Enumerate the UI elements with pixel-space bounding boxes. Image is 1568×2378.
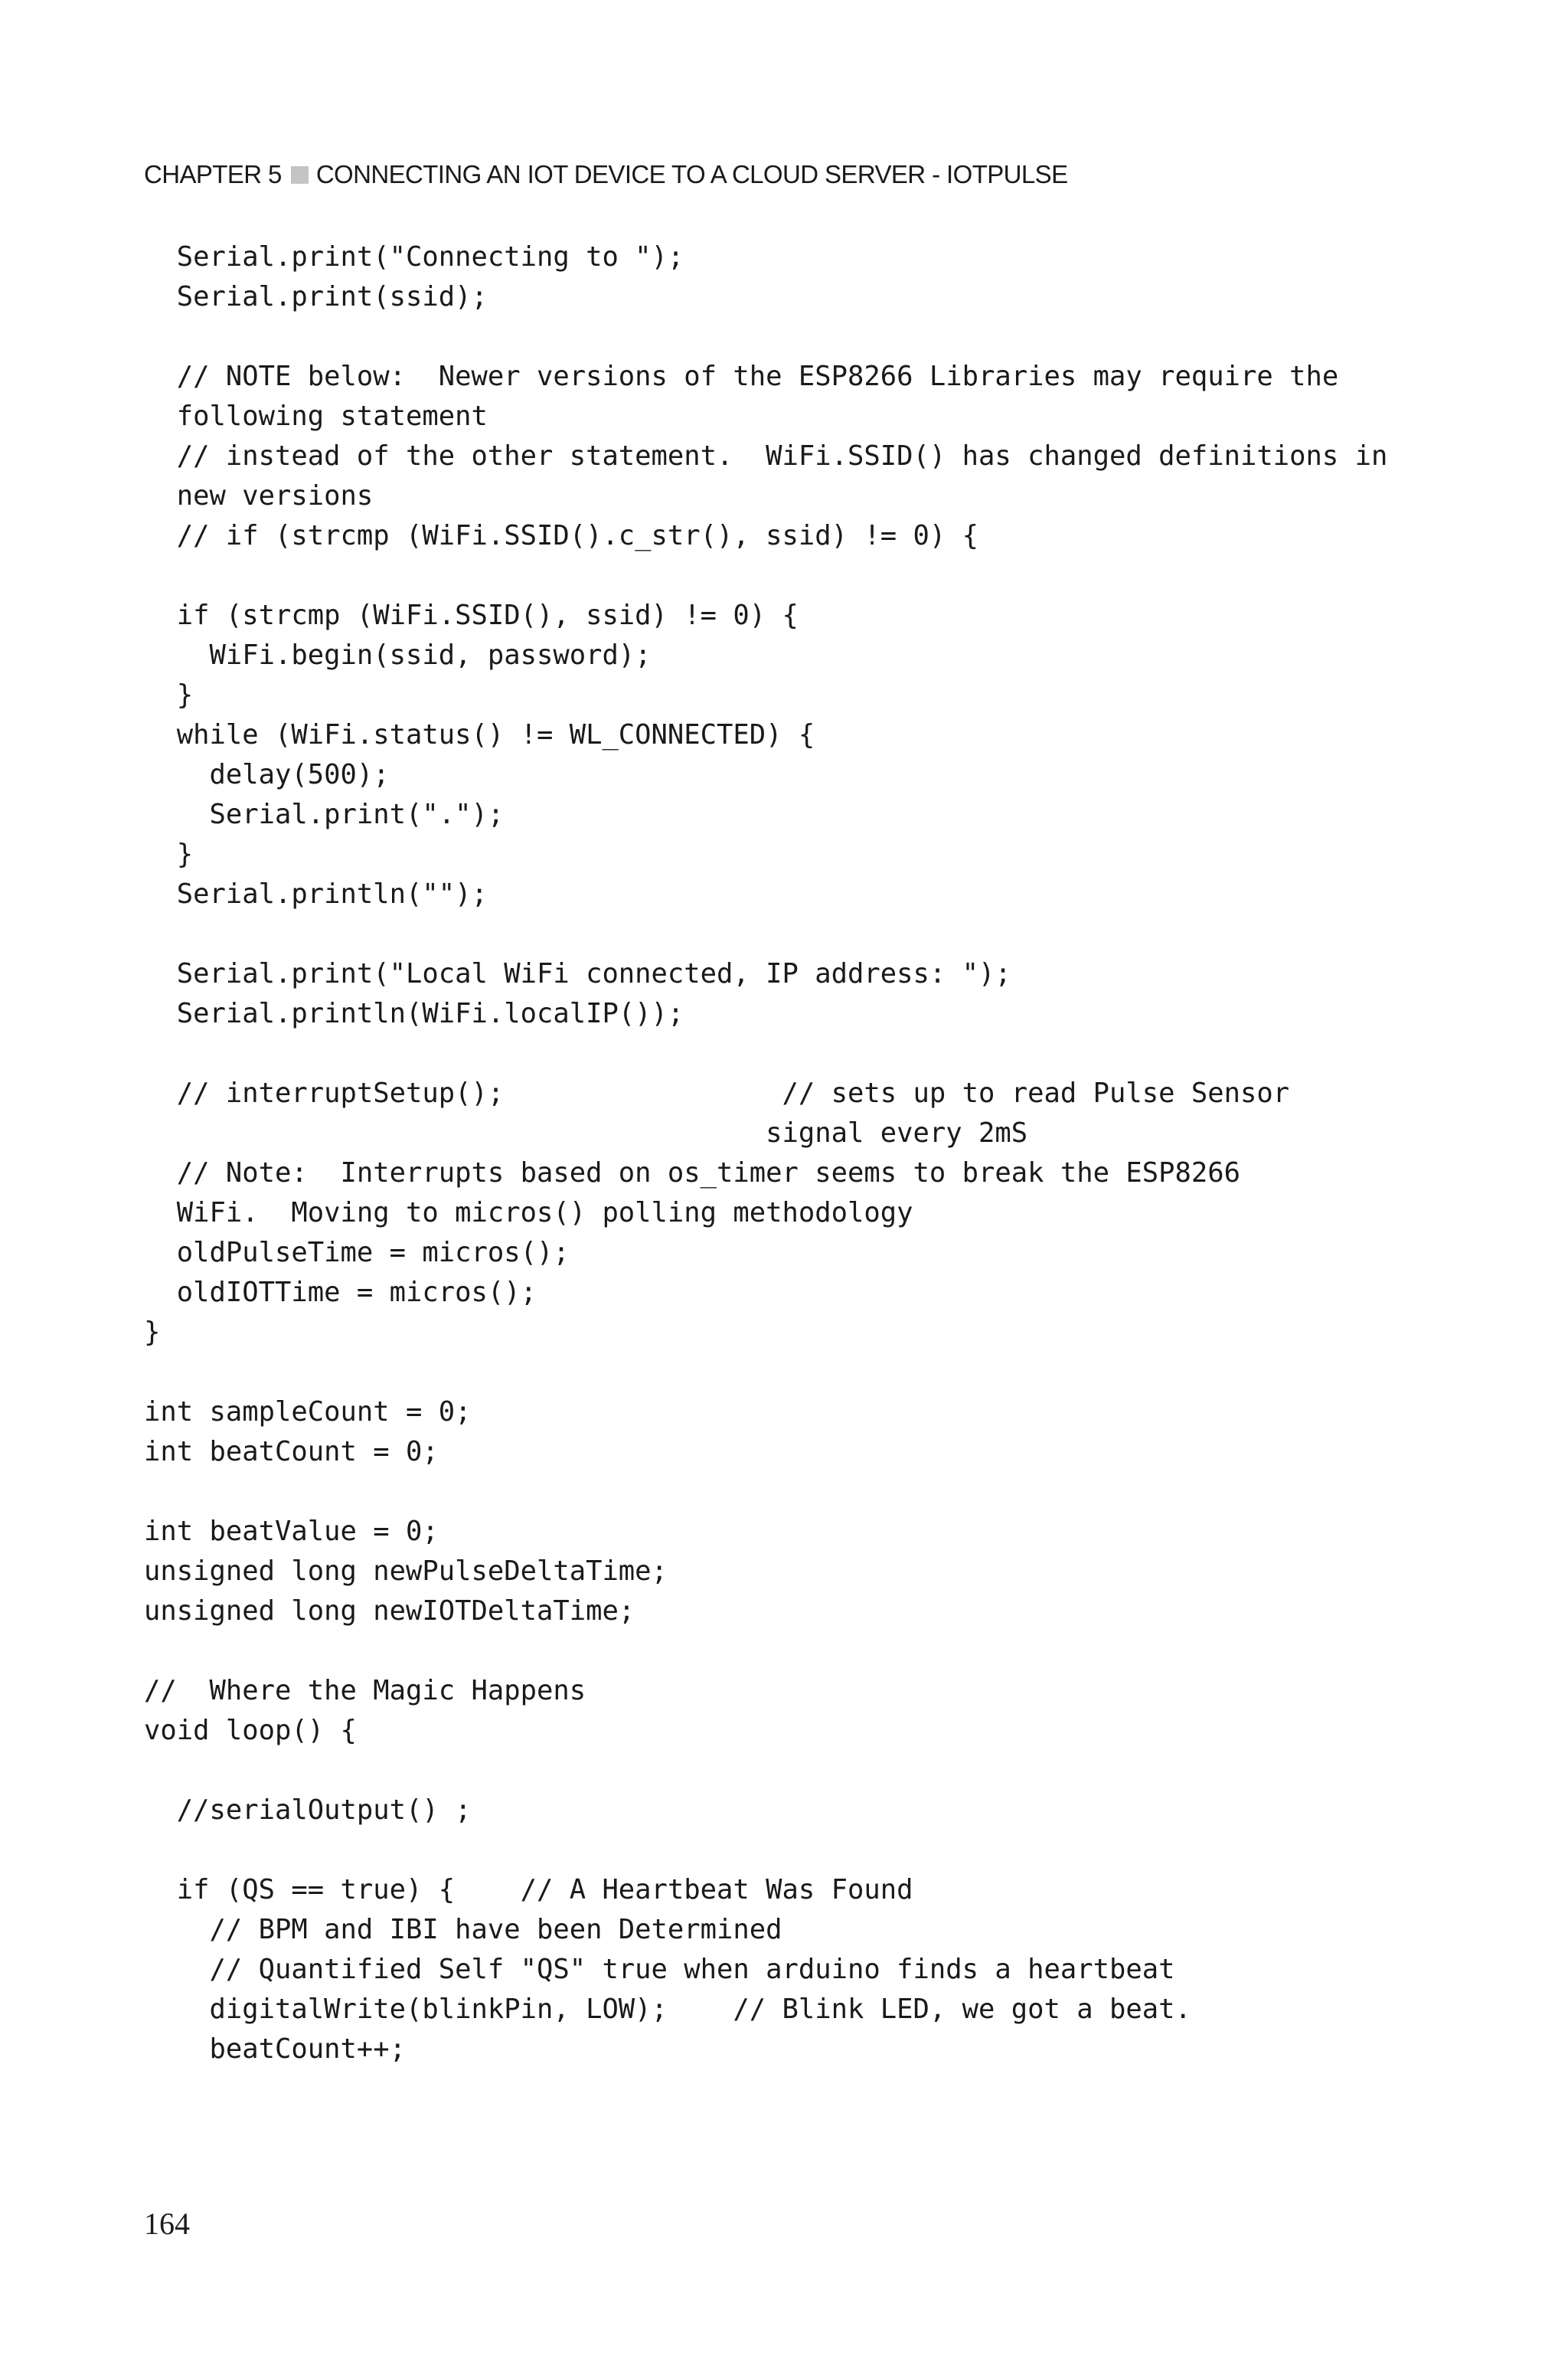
code-line: // NOTE below: Newer versions of the ESP8266 Libraries may require the — [144, 361, 1339, 392]
code-line: } — [144, 839, 194, 870]
code-line: WiFi. Moving to micros() polling methodology — [144, 1197, 913, 1228]
code-line: signal every 2mS — [144, 1117, 1028, 1149]
code-line: // interruptSetup(); // sets up to read Pulse Sensor — [144, 1078, 1290, 1109]
code-line — [144, 317, 1387, 357]
code-line: int beatCount = 0; — [144, 1436, 439, 1467]
code-line: // Quantified Self "QS" true when arduino finds a heartbeat — [144, 1954, 1175, 1985]
code-line — [144, 1034, 1387, 1074]
code-line: Serial.print(ssid); — [144, 281, 488, 312]
code-line: following statement — [144, 401, 488, 432]
code-line: delay(500); — [144, 759, 390, 790]
code-line — [144, 1751, 1387, 1791]
code-line — [144, 914, 1387, 954]
code-line: Serial.print("Connecting to "); — [144, 241, 684, 273]
code-line: while (WiFi.status() != WL_CONNECTED) { — [144, 719, 815, 751]
code-line: int sampleCount = 0; — [144, 1396, 472, 1428]
code-line: int beatValue = 0; — [144, 1516, 439, 1547]
code-line: if (strcmp (WiFi.SSID(), ssid) != 0) { — [144, 600, 799, 631]
chapter-label: CHAPTER 5 — [144, 160, 282, 188]
code-line: //serialOutput() ; — [144, 1794, 472, 1826]
code-line — [144, 556, 1387, 596]
code-line: WiFi.begin(ssid, password); — [144, 639, 652, 671]
code-line — [144, 1353, 1387, 1392]
code-line: unsigned long newIOTDeltaTime; — [144, 1595, 635, 1627]
code-line — [144, 1631, 1387, 1671]
chapter-title: CONNECTING AN IOT DEVICE TO A CLOUD SERVER - IOTPULSE — [315, 160, 1068, 188]
code-line: // Note: Interrupts based on os_timer seems to break the ESP8266 — [144, 1157, 1240, 1189]
page-number: 164 — [144, 2206, 190, 2241]
code-line: oldPulseTime = micros(); — [144, 1237, 570, 1268]
code-line — [144, 1830, 1387, 1870]
code-line: oldIOTTime = micros(); — [144, 1277, 537, 1308]
code-line: Serial.print("Local WiFi connected, IP address: "); — [144, 958, 1011, 989]
code-line: void loop() { — [144, 1715, 357, 1746]
code-line: new versions — [144, 480, 374, 512]
code-line: // if (strcmp (WiFi.SSID().c_str(), ssid) != 0) { — [144, 520, 979, 551]
code-line: Serial.println(""); — [144, 878, 488, 910]
code-line: Serial.print("."); — [144, 799, 505, 830]
code-line: } — [144, 1317, 161, 1348]
code-line: if (QS == true) { // A Heartbeat Was Found — [144, 1874, 913, 1905]
code-line: // instead of the other statement. WiFi.SSID() has changed definitions in — [144, 440, 1388, 472]
code-line: digitalWrite(blinkPin, LOW); // Blink LED, we got a beat. — [144, 1994, 1191, 2025]
header-separator-square — [291, 166, 309, 184]
code-line — [144, 1472, 1387, 1512]
code-listing — [144, 237, 1387, 2069]
code-line: beatCount++; — [144, 2033, 406, 2065]
code-line: // Where the Magic Happens — [144, 1675, 586, 1706]
code-line: } — [144, 679, 194, 711]
code-line: unsigned long newPulseDeltaTime; — [144, 1555, 668, 1587]
code-line: // BPM and IBI have been Determined — [144, 1914, 782, 1945]
running-header — [144, 158, 1067, 191]
code-line: Serial.println(WiFi.localIP()); — [144, 998, 684, 1029]
